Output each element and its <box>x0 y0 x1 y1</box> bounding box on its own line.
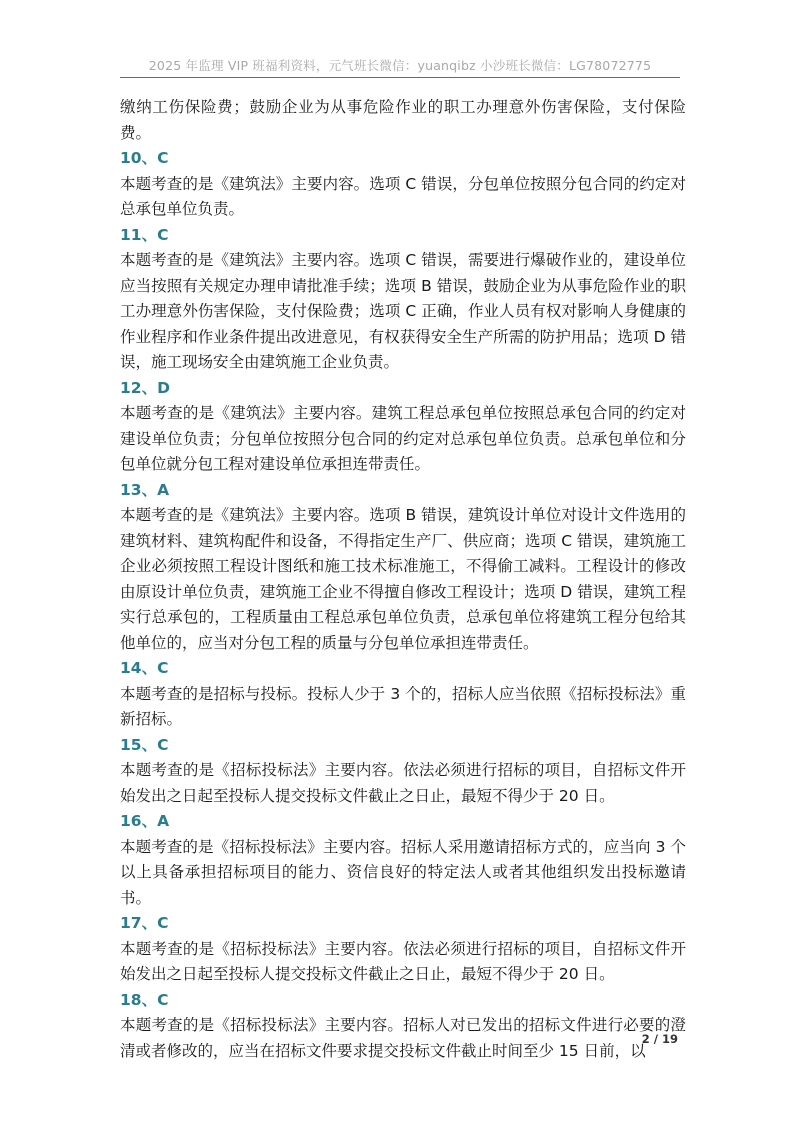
answer-number: 15、C <box>120 735 169 754</box>
answer-explanation: 本题考查的是招标与投标。投标人少于 3 个的，招标人应当依照《招标投标法》重新招标。 <box>120 684 686 728</box>
answer-number: 16、A <box>120 812 170 830</box>
answer-number: 12、D <box>120 378 170 397</box>
header-divider <box>120 77 680 78</box>
answer-number: 11、C <box>120 225 169 244</box>
answer-explanation: 本题考查的是《招标投标法》主要内容。依法必须进行招标的项目，自招标文件开始发出之日起至投标人提交投标文件截止之日止，最短不得少于 20 日。 <box>120 939 686 983</box>
answer-number: 17、C <box>120 914 169 932</box>
answer-number: 10、C <box>120 149 169 167</box>
answer-explanation: 本题考查的是《建筑法》主要内容。选项 C 错误，分包单位按照分包合同的约定对总承包单位负责。 <box>120 174 686 218</box>
answer-list <box>120 146 686 1064</box>
answer-explanation: 本题考查的是《招标投标法》主要内容。招标人采用邀请招标方式的，应当向 3 个以上具备承担招标项目的能力、资信良好的特定法人或者其他组织发出投标邀请书。 <box>120 837 686 907</box>
page-header: 2025 年监理 VIP 班福利资料，元气班长微信：yuanqibz 小沙班长微信：LG78072775 <box>148 58 652 73</box>
answer-explanation: 本题考查的是《建筑法》主要内容。选项 C 错误，需要进行爆破作业的，建设单位应当按照有关规定办理申请批准手续；选项 B 错误，鼓励企业为从事危险作业的职工办理意外伤害保险，支付保险费；选项 C 正确，作业人员有权对影响人身健康的作业程序和作业条件提出改进意见，有权获得安全生产所需的防护用品；选项 D 错误，施工现场安全由建筑施工企业负责。 <box>120 251 686 371</box>
answer-number: 13、A <box>120 480 170 499</box>
answer-number: 18、C <box>120 990 169 1009</box>
answer-number: 14、C <box>120 659 169 677</box>
page-number: 2 / 19 <box>641 1032 678 1046</box>
document-body <box>120 95 686 1064</box>
answer-explanation: 本题考查的是《建筑法》主要内容。建筑工程总承包单位按照总承包合同的约定对建设单位负责；分包单位按照分包合同的约定对总承包单位负责。总承包单位和分包单位就分包工程对建设单位承担连带责任。 <box>120 404 686 473</box>
answer-explanation: 本题考查的是《招标投标法》主要内容。依法必须进行招标的项目，自招标文件开始发出之日起至投标人提交投标文件截止之日止，最短不得少于 20 日。 <box>120 761 686 805</box>
answer-explanation: 本题考查的是《招标投标法》主要内容。招标人对已发出的招标文件进行必要的澄清或者修改的，应当在招标文件要求提交投标文件截止时间至少 15 日前，以 <box>120 1016 686 1060</box>
intro-paragraph: 缴纳工伤保险费；鼓励企业为从事危险作业的职工办理意外伤害保险，支付保险费。 <box>120 98 686 142</box>
answer-explanation: 本题考查的是《建筑法》主要内容。选项 B 错误，建筑设计单位对设计文件选用的建筑材料、建筑构配件和设备，不得指定生产厂、供应商；选项 C 错误，建筑施工企业必须按照工程设计图纸和施工技术标准施工，不得偷工减料。工程设计的修改由原设计单位负责，建筑施工企业不得擅自修改工程设计；选项 D 错误，建筑工程实行总承包的，工程质量由工程总承包单位负责，总承包单位将建筑工程分包给其他单位的，应当对分包工程的质量与分包单位承担连带责任。 <box>120 506 686 652</box>
